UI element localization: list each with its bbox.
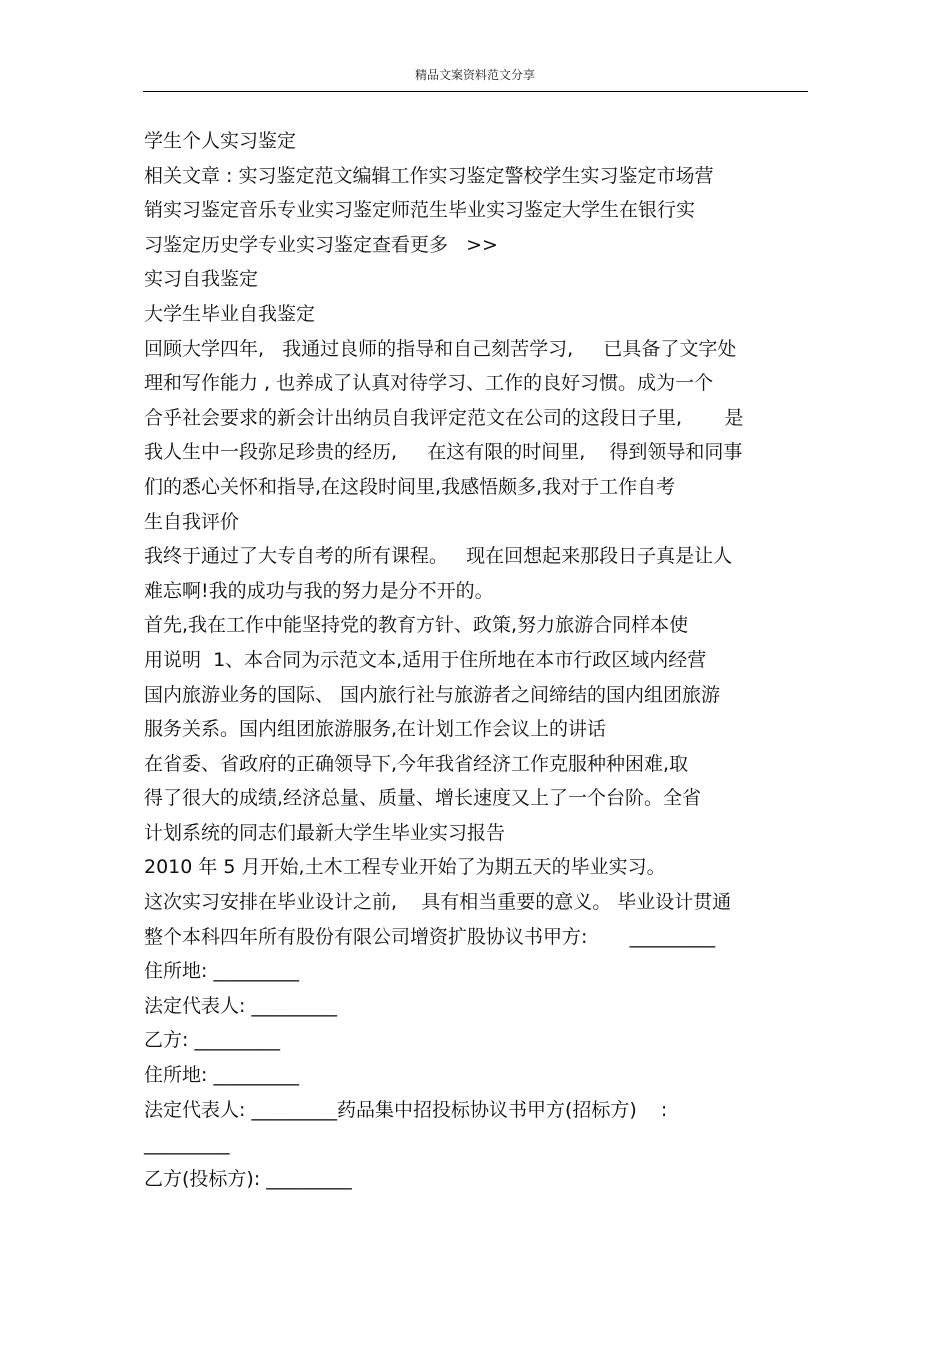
doc-line: 难忘啊!我的成功与我的努力是分不开的。 xyxy=(144,579,494,602)
form-field-line: 住所地: _________ xyxy=(144,1064,299,1087)
doc-line: 们的悉心关怀和指导,在这段时间里,我感悟颇多,我对于工作自考 xyxy=(144,475,676,498)
doc-line: 生自我评价 xyxy=(144,510,240,533)
doc-line: 相关文章 : 实习鉴定范文编辑工作实习鉴定警校学生实习鉴定市场营 xyxy=(144,164,714,187)
doc-line: 我终于通过了大专自考的所有课程。 现在回想起来那段日子真是让人 xyxy=(144,545,733,568)
doc-line: 销实习鉴定音乐专业实习鉴定师范生毕业实习鉴定大学生在银行实 xyxy=(144,199,696,222)
doc-line: 得了很大的成绩,经济总量、质量、增长速度又上了一个台阶。全省 xyxy=(144,787,702,810)
header-divider xyxy=(143,91,808,92)
page-header: 精品文案资料范文分享 xyxy=(414,68,535,82)
doc-line: 国内旅游业务的国际、 国内旅行社与旅游者之间缔结的国内组团旅游 xyxy=(144,683,721,706)
form-field-line: 法定代表人: _________药品集中招投标协议书甲方(招标方) : xyxy=(144,1098,668,1121)
doc-line: 在省委、省政府的正确领导下,今年我省经济工作克服种种困难,取 xyxy=(144,752,689,775)
doc-line: 整个本科四年所有股份有限公司增资扩股协议书甲方: _________ xyxy=(144,925,716,948)
form-field-line: 乙方(投标方): _________ xyxy=(144,1167,352,1190)
doc-line: 合乎社会要求的新会计出纳员自我评定范文在公司的这段日子里, 是 xyxy=(144,406,744,429)
doc-line: 2010 年 5 月开始,土木工程专业开始了为期五天的毕业实习。 xyxy=(144,856,666,879)
form-field-line: _________ xyxy=(144,1133,230,1156)
form-field-line: 法定代表人: _________ xyxy=(144,994,337,1017)
doc-line: 首先,我在工作中能坚持党的教育方针、政策,努力旅游合同样本使 xyxy=(144,614,689,637)
doc-line: 习鉴定历史学专业实习鉴定查看更多 >> xyxy=(144,233,498,256)
doc-line: 这次实习安排在毕业设计之前, 具有相当重要的意义。 毕业设计贯通 xyxy=(144,891,732,914)
doc-line: 我人生中一段弥足珍贵的经历, 在这有限的时间里, 得到领导和同事 xyxy=(144,441,743,464)
doc-line: 用说明 1、本合同为示范文本,适用于住所地在本市行政区域内经营 xyxy=(144,648,707,671)
document-body xyxy=(144,124,824,1196)
form-field-line: 乙方: _________ xyxy=(144,1029,280,1052)
doc-heading: 实习自我鉴定 xyxy=(144,268,259,291)
doc-line: 理和写作能力 , 也养成了认真对待学习、工作的良好习惯。成为一个 xyxy=(144,372,714,395)
doc-line: 回顾大学四年, 我通过良师的指导和自己刻苦学习, 已具备了文字处 xyxy=(144,337,737,360)
doc-line: 计划系统的同志们最新大学生毕业实习报告 xyxy=(144,821,506,844)
doc-heading: 大学生毕业自我鉴定 xyxy=(144,302,316,325)
doc-title: 学生个人实习鉴定 xyxy=(144,130,297,152)
doc-line: 服务关系。国内组团旅游服务,在计划工作会议上的讲话 xyxy=(144,718,607,741)
form-field-line: 住所地: _________ xyxy=(144,960,299,983)
